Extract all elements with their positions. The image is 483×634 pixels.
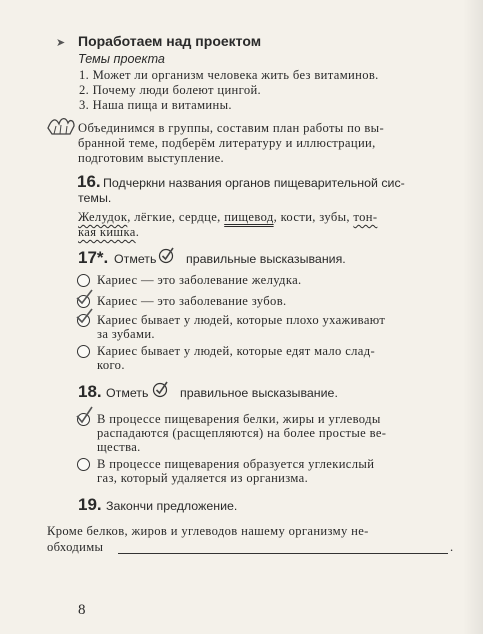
q16-prompt-line-1: Подчеркни названия органов пищеварительной сис-: [103, 176, 405, 190]
project-subheading: Темы проекта: [78, 52, 165, 66]
page-number: 8: [78, 602, 86, 618]
q16-word-intestine-part2[interactable]: кая кишка: [78, 225, 136, 239]
q19-number: 19.: [78, 495, 102, 514]
q17-option-3-text-2: за зубами.: [97, 327, 155, 341]
q16-text-1: , лёгкие, сердце,: [127, 210, 225, 224]
page-edge-shadow: [463, 0, 483, 634]
q18-option-2-text-2: газ, который удаляется из организма.: [97, 471, 309, 485]
group-work-icon: [46, 114, 76, 136]
q17-option-3-check-icon: [74, 307, 94, 327]
q16-word-intestine-part1[interactable]: тон-: [353, 210, 378, 224]
project-topic-3: 3. Наша пища и витамины.: [79, 98, 232, 112]
q19-sentence-line-1: Кроме белков, жиров и углеводов нашему организму не-: [47, 524, 369, 538]
arrow-bullet-icon: ➤: [56, 36, 66, 49]
q17-option-4-radio[interactable]: [77, 345, 90, 358]
q18-option-1-text-2: распадаются (расщепляются) на более простые ве-: [97, 426, 387, 440]
q17-option-4-text-2: кого.: [97, 358, 125, 372]
q16-number: 16.: [77, 172, 101, 191]
q18-option-2-radio[interactable]: [77, 458, 90, 471]
q19-answer-field[interactable]: [118, 553, 448, 554]
q16-prompt-line-2: темы.: [78, 191, 112, 205]
q16-answer-line-1: [78, 210, 377, 225]
q17-option-1-text: Кариес — это заболевание желудка.: [97, 273, 302, 287]
q18-option-1-text-3: щества.: [97, 440, 141, 454]
q17-option-2-text: Кариес — это заболевание зубов.: [97, 294, 287, 308]
q19-prompt: Закончи предложение.: [106, 499, 238, 513]
q17-option-2-check-icon: [74, 288, 94, 308]
q17-number: 17*.: [78, 248, 109, 267]
q18-option-2-text-1: В процессе пищеварения образуется углекислый: [97, 457, 375, 471]
q18-number: 18.: [78, 382, 102, 401]
group-instruction-line-3: подготовим выступление.: [78, 151, 225, 165]
q16-word-esophagus[interactable]: пищевод: [224, 210, 274, 224]
q17-option-1-radio[interactable]: [77, 274, 90, 287]
q17-prompt-before: Отметь: [114, 252, 157, 266]
q16-answer-line-2: [78, 225, 139, 240]
group-instruction-line-2: бранной теме, подберём литературу и иллюстрации,: [78, 136, 376, 150]
q18-prompt-before: Отметь: [106, 386, 149, 400]
q19-end: .: [450, 540, 454, 554]
checkmark-circle-icon: [158, 246, 176, 264]
q19-sentence-line-2: обходимы: [47, 540, 104, 554]
q17-prompt-after: правильные высказывания.: [186, 252, 346, 266]
group-instruction-line-1: Объединимся в группы, составим план работы по вы-: [78, 121, 384, 135]
q16-end: .: [135, 225, 140, 239]
project-heading: Поработаем над проектом: [78, 33, 262, 49]
q16-text-2: , кости, зубы,: [273, 210, 354, 224]
q18-option-1-check-icon: [74, 405, 94, 427]
q17-option-4-text-1: Кариес бывает у людей, которые едят мало слад-: [97, 344, 376, 358]
project-topic-2: 2. Почему люди болеют цингой.: [79, 83, 262, 97]
q16-word-stomach[interactable]: Желудок: [78, 210, 128, 224]
q18-prompt-after: правильное высказывание.: [180, 386, 338, 400]
checkmark-circle-icon: [152, 380, 170, 398]
q18-option-1-text-1: В процессе пищеварения белки, жиры и углеводы: [97, 412, 381, 426]
q17-option-3-text-1: Кариес бывает у людей, которые плохо ухаживают: [97, 313, 386, 327]
project-topic-1: 1. Может ли организм человека жить без витаминов.: [79, 68, 379, 82]
